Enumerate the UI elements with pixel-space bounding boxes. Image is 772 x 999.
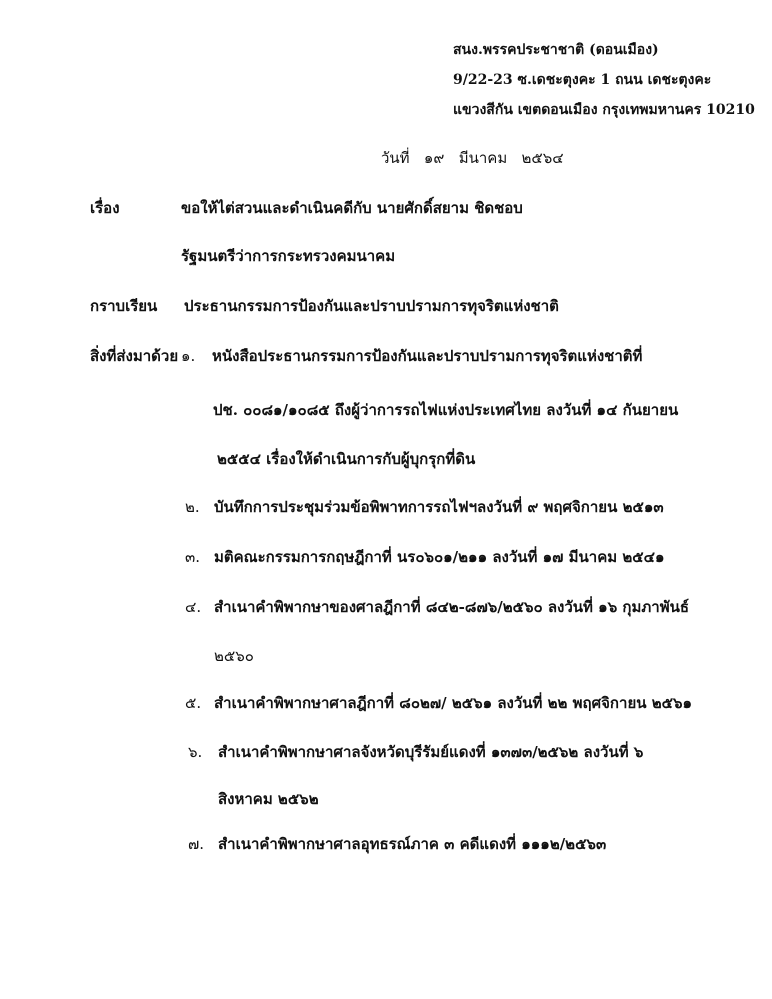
date-day: ๑๙: [423, 149, 445, 167]
sender-line-2: 9/22-23 ซ.เดชะตุงคะ 1 ถนน เดชะตุงคะ: [453, 72, 712, 88]
recipient-value: ประธานกรรมการป้องกันและปราบปรามการทุจริตแห่งชาติ: [184, 297, 559, 315]
enclosure-number: ๖.: [188, 743, 203, 761]
enclosure-number: ๗.: [188, 835, 205, 853]
enclosure-number: ๓.: [185, 548, 201, 566]
enclosures-label: สิ่งที่ส่งมาด้วย: [90, 347, 179, 365]
date-year: ๒๕๖๔: [521, 149, 564, 167]
subject-label: เรื่อง: [90, 199, 120, 217]
document-date: [381, 148, 564, 168]
enclosure-number: ๑.: [181, 347, 196, 365]
enclosure-number: ๒.: [185, 498, 200, 516]
enclosure-text-line-1: สำเนาคำพิพากษาของศาลฎีกาที่ ๘๔๒-๘๗๖/๒๕๖๐ ลงวันที่ ๑๖ กุมภาพันธ์: [214, 598, 690, 616]
enclosure-number: ๔.: [185, 598, 202, 616]
enclosure-text-line-3: ๒๕๕๔ เรื่องให้ดำเนินการกับผู้บุกรุกที่ดิน: [217, 450, 476, 468]
enclosure-text-line-1: สำเนาคำพิพากษาศาลจังหวัดบุรีรัมย์แดงที่ ๑๓๗๓/๒๕๖๒ ลงวันที่ ๖: [218, 743, 644, 761]
enclosure-text-line-1: สำเนาคำพิพากษาศาลฎีกาที่ ๘๐๒๗/ ๒๕๖๑ ลงวันที่ ๒๒ พฤศจิกายน ๒๕๖๑: [214, 694, 692, 712]
recipient-label: กราบเรียน: [90, 297, 158, 315]
enclosure-text-line-1: มติคณะกรรมการกฤษฎีกาที่ นร๐๖๐๑/๒๑๑ ลงวันที่ ๑๗ มีนาคม ๒๕๔๑: [214, 548, 665, 566]
enclosure-text-line-1: สำเนาคำพิพากษาศาลอุทธรณ์ภาค ๓ คดีแดงที่ ๑๑๑๒/๒๕๖๓: [218, 835, 607, 853]
enclosure-text-line-1: หนังสือประธานกรรมการป้องกันและปราบปรามการทุจริตแห่งชาติที่: [212, 347, 643, 365]
sender-line-3: แขวงสีกัน เขตดอนเมือง กรุงเทพมหานคร 10210: [453, 102, 755, 118]
enclosure-text-line-1: บันทึกการประชุมร่วมข้อพิพาทการรถไฟฯลงวันที่ ๙ พฤศจิกายน ๒๕๑๓: [214, 498, 664, 516]
date-label: วันที่: [381, 149, 410, 167]
sender-line-1: สนง.พรรคประชาชาติ (ดอนเมือง): [453, 42, 659, 58]
enclosure-text-line-2: ปช. ๐๐๘๑/๑๐๘๕ ถึงผู้ว่าการรถไฟแห่งประเทศไทย ลงวันที่ ๑๔ กันยายน: [213, 401, 679, 419]
enclosure-text-line-2: สิงหาคม ๒๕๖๒: [218, 790, 319, 808]
date-month: มีนาคม: [458, 149, 508, 167]
enclosure-number: ๕.: [185, 694, 202, 712]
subject-line-2: รัฐมนตรีว่าการกระทรวงคมนาคม: [181, 247, 396, 265]
subject-line-1: ขอให้ไต่สวนและดำเนินคดีกับ นายศักดิ์สยาม ชิดชอบ: [181, 199, 523, 217]
enclosure-text-line-2: ๒๕๖๐: [214, 647, 254, 665]
